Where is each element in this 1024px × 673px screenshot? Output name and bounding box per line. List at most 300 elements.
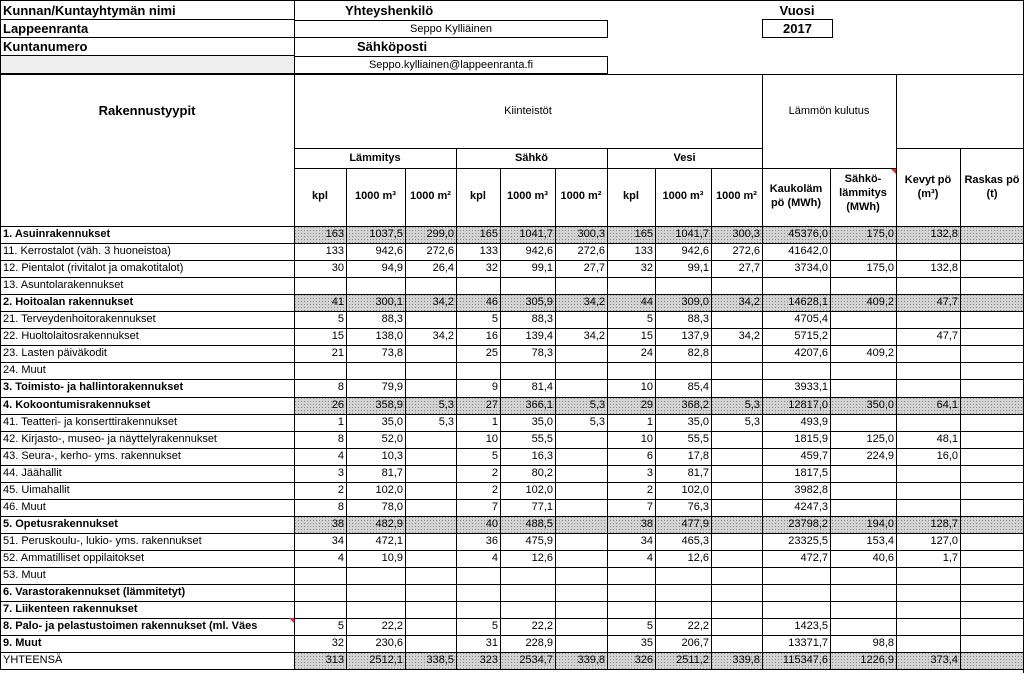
grid-line	[0, 37, 294, 38]
table-cell[interactable]: 48,1	[936, 433, 958, 445]
table-cell[interactable]: 326	[634, 654, 653, 666]
grid-line	[607, 148, 608, 226]
table-cell[interactable]: 26,4	[432, 262, 454, 274]
row-line	[0, 294, 1024, 295]
row-label[interactable]: 21. Terveydenhoitorakennukset	[3, 313, 156, 325]
subheader-m2: 1000 m²	[410, 190, 451, 202]
row-label[interactable]: 52. Ammatilliset oppilaitokset	[3, 552, 145, 564]
table-cell[interactable]: 5,3	[744, 399, 760, 411]
table-cell[interactable]: 34	[331, 535, 344, 547]
table-cell[interactable]: 21	[331, 347, 344, 359]
table-cell[interactable]: 77,1	[531, 501, 553, 513]
year-field[interactable]	[762, 19, 833, 38]
table-cell[interactable]: 12,6	[531, 552, 553, 564]
table-cell[interactable]: 942,6	[525, 245, 553, 257]
table-cell[interactable]: 73,8	[381, 347, 403, 359]
table-cell[interactable]: 27,7	[583, 262, 605, 274]
table-cell[interactable]: 47,7	[936, 330, 958, 342]
table-cell[interactable]: 1226,9	[860, 654, 894, 666]
subheader-m2: 1000 m²	[716, 190, 757, 202]
table-cell[interactable]: 99,1	[531, 262, 553, 274]
table-cell[interactable]: 366,1	[525, 399, 553, 411]
table-cell[interactable]: 165	[634, 228, 653, 240]
table-cell[interactable]: 206,7	[681, 637, 709, 649]
table-cell[interactable]: 16,0	[936, 450, 958, 462]
building-types-header: Rakennustyypit	[98, 103, 196, 118]
top-border	[0, 0, 1024, 1]
table-cell[interactable]: 2	[491, 467, 498, 479]
table-cell[interactable]: 475,9	[525, 535, 553, 547]
table-cell[interactable]: 482,9	[375, 518, 403, 530]
table-cell[interactable]: 488,5	[525, 518, 553, 530]
grid-line	[960, 148, 961, 226]
table-cell[interactable]: 1	[337, 416, 344, 428]
table-cell[interactable]: 15	[640, 330, 653, 342]
table-cell[interactable]: 313	[325, 654, 344, 666]
row-label[interactable]: 11. Kerrostalot (väh. 3 huoneistoa)	[3, 245, 171, 257]
table-cell[interactable]: 23798,2	[788, 518, 828, 530]
row-label[interactable]: 22. Huoltolaitosrakennukset	[3, 330, 139, 342]
table-cell[interactable]: 299,0	[426, 228, 454, 240]
row-line	[0, 669, 1024, 670]
subheader-kpl: kpl	[312, 190, 328, 202]
table-cell[interactable]: 47,7	[936, 296, 958, 308]
row-label[interactable]: 8. Palo- ja pelastustoimen rakennukset (ml. Väes	[3, 620, 258, 632]
table-cell[interactable]: 165	[479, 228, 498, 240]
table-cell[interactable]: 133	[634, 245, 653, 257]
year-value: 2017	[783, 21, 812, 36]
table-cell[interactable]: 88,3	[381, 313, 403, 325]
table-cell[interactable]: 138,0	[375, 330, 403, 342]
contact-label: Yhteyshenkilö	[345, 3, 434, 18]
header-divider	[294, 0, 295, 226]
table-cell[interactable]: 3	[337, 467, 344, 479]
table-cell[interactable]: 34,2	[583, 330, 605, 342]
table-cell[interactable]: 8	[337, 501, 344, 513]
table-cell[interactable]: 85,4	[687, 381, 709, 393]
table-cell[interactable]: 5	[491, 450, 498, 462]
subheader-electric-heat: Sähkö-lämmitys (MWh)	[839, 173, 887, 213]
table-cell[interactable]: 5	[337, 620, 344, 632]
table-cell[interactable]: 64,1	[936, 399, 958, 411]
table-cell[interactable]: 22,2	[531, 620, 553, 632]
table-cell[interactable]: 44	[640, 296, 653, 308]
row-label[interactable]: 23. Lasten päiväkodit	[3, 347, 107, 359]
table-cell[interactable]: 76,3	[687, 501, 709, 513]
table-cell[interactable]: 1037,5	[369, 228, 403, 240]
contact-value: Seppo Kylliäinen	[410, 23, 492, 35]
column-line	[762, 226, 763, 670]
grid-line	[456, 148, 457, 226]
table-cell[interactable]: 32	[485, 262, 498, 274]
table-cell[interactable]: 10,9	[381, 552, 403, 564]
row-label[interactable]: 44. Jäähallit	[3, 467, 62, 479]
table-cell[interactable]: 30	[331, 262, 344, 274]
table-cell[interactable]: 339,8	[577, 654, 605, 666]
table-cell[interactable]: 80,2	[531, 467, 553, 479]
table-cell[interactable]: 350,0	[866, 399, 894, 411]
table-cell[interactable]: 368,2	[681, 399, 709, 411]
row-line	[0, 567, 1024, 568]
subheader-m2: 1000 m²	[560, 190, 602, 202]
table-cell[interactable]: 6	[646, 450, 653, 462]
table-cell[interactable]: 25	[485, 347, 498, 359]
table-cell[interactable]: 29	[640, 399, 653, 411]
table-cell[interactable]: 133	[479, 245, 498, 257]
row-line	[0, 601, 1024, 602]
table-cell[interactable]: 88,3	[531, 313, 553, 325]
subheader-light-fuel: Kevyt pö (m³)	[904, 174, 952, 200]
row-line	[0, 652, 1024, 653]
row-label[interactable]: 2. Hoitoalan rakennukset	[3, 296, 134, 308]
table-cell[interactable]: 5	[491, 620, 498, 632]
table-cell[interactable]: 115347,6	[782, 654, 828, 666]
table-cell[interactable]: 8	[337, 433, 344, 445]
row-line	[0, 448, 1024, 449]
year-label: Vuosi	[779, 3, 815, 18]
row-label[interactable]: 4. Kokoontumisrakennukset	[3, 399, 151, 411]
table-cell[interactable]: 358,9	[375, 399, 403, 411]
table-cell[interactable]: 224,9	[866, 450, 894, 462]
column-line	[960, 226, 961, 670]
email-field[interactable]	[294, 56, 608, 74]
row-label[interactable]: 6. Varastorakennukset (lämmitetyt)	[3, 586, 186, 598]
heat-consumption-header: Lämmön kulutus	[788, 105, 870, 117]
row-label[interactable]: 43. Seura-, kerho- yms. rakennukset	[3, 450, 181, 462]
subheader-heavy-fuel: Raskas pö (t)	[964, 174, 1020, 200]
table-cell[interactable]: 102,0	[375, 484, 403, 496]
row-line	[0, 379, 1024, 380]
column-line	[711, 226, 712, 670]
table-cell[interactable]: 35,0	[687, 416, 709, 428]
row-line	[0, 414, 1024, 415]
table-cell[interactable]: 472,1	[375, 535, 403, 547]
table-cell[interactable]: 10	[640, 381, 653, 393]
row-line	[0, 311, 1024, 312]
table-cell[interactable]: 2	[491, 484, 498, 496]
table-cell[interactable]: 4247,3	[794, 501, 828, 513]
table-cell[interactable]: 7	[491, 501, 498, 513]
table-cell[interactable]: 2	[646, 484, 653, 496]
table-cell[interactable]: 4	[337, 552, 344, 564]
grid-line	[830, 168, 831, 226]
table-cell[interactable]: 5715,2	[794, 330, 828, 342]
table-cell[interactable]: 1817,5	[794, 467, 828, 479]
table-cell[interactable]: 4	[491, 552, 498, 564]
table-cell[interactable]: 38	[640, 518, 653, 530]
column-line	[655, 226, 656, 670]
table-cell[interactable]: 5	[491, 313, 498, 325]
table-cell[interactable]: 15	[331, 330, 344, 342]
table-cell[interactable]: 5,3	[438, 399, 454, 411]
table-cell[interactable]: 3933,1	[794, 381, 828, 393]
row-label[interactable]: 45. Uimahallit	[3, 484, 70, 496]
table-cell[interactable]: 2512,1	[369, 654, 403, 666]
header-bottom	[0, 74, 1024, 75]
table-cell[interactable]: 7	[646, 501, 653, 513]
table-cell[interactable]: 175,0	[866, 228, 894, 240]
table-cell[interactable]: 323	[479, 654, 498, 666]
table-cell[interactable]: 26	[331, 399, 344, 411]
table-cell[interactable]: 1	[646, 416, 653, 428]
table-cell[interactable]: 3	[646, 467, 653, 479]
row-line	[0, 431, 1024, 432]
table-cell[interactable]: 339,8	[732, 654, 760, 666]
table-cell[interactable]: 13371,7	[788, 637, 828, 649]
subheader-district-heat: Kaukoläm pö (MWh)	[769, 183, 823, 209]
table-cell[interactable]: 40,6	[872, 552, 894, 564]
row-line	[0, 397, 1024, 398]
table-cell[interactable]: 153,4	[866, 535, 894, 547]
table-cell[interactable]: 52,0	[381, 433, 403, 445]
table-cell[interactable]: 1815,9	[794, 433, 828, 445]
contact-field[interactable]	[294, 20, 608, 38]
row-line	[0, 345, 1024, 346]
table-cell[interactable]: 40	[485, 518, 498, 530]
table-cell[interactable]: 5,3	[589, 399, 605, 411]
row-label[interactable]: 24. Muut	[3, 364, 46, 376]
table-cell[interactable]: 16,3	[531, 450, 553, 462]
table-cell[interactable]: 41	[331, 296, 344, 308]
table-cell[interactable]: 465,3	[681, 535, 709, 547]
table-cell[interactable]: 41642,0	[788, 245, 828, 257]
table-cell[interactable]: 23325,5	[788, 535, 828, 547]
table-cell[interactable]: 99,1	[687, 262, 709, 274]
table-cell[interactable]: 38	[331, 518, 344, 530]
grid-line	[405, 168, 406, 226]
row-line	[0, 482, 1024, 483]
table-cell[interactable]: 272,6	[577, 245, 605, 257]
table-cell[interactable]: 14628,1	[788, 296, 828, 308]
table-cell[interactable]: 46	[485, 296, 498, 308]
table-cell[interactable]: 3734,0	[794, 262, 828, 274]
table-cell[interactable]: 477,9	[681, 518, 709, 530]
row-label[interactable]: 5. Opetusrakennukset	[3, 518, 118, 530]
table-cell[interactable]: 5,3	[744, 416, 760, 428]
table-cell[interactable]: 22,2	[687, 620, 709, 632]
heating-group-header: Lämmitys	[349, 152, 401, 164]
table-cell[interactable]: 12817,0	[788, 399, 828, 411]
table-cell[interactable]: 94,9	[381, 262, 403, 274]
table-cell[interactable]: 34,2	[738, 296, 760, 308]
column-line	[456, 226, 457, 670]
table-cell[interactable]: 78,3	[531, 347, 553, 359]
row-line	[0, 243, 1024, 244]
table-cell[interactable]: 31	[485, 637, 498, 649]
row-label[interactable]: 13. Asuntolarakennukset	[3, 279, 124, 291]
table-cell[interactable]: 55,5	[687, 433, 709, 445]
table-cell[interactable]: 272,6	[732, 245, 760, 257]
table-cell[interactable]: 81,7	[381, 467, 403, 479]
table-cell[interactable]: 1041,7	[675, 228, 709, 240]
table-cell[interactable]: 300,1	[375, 296, 403, 308]
table-cell[interactable]: 300,3	[577, 228, 605, 240]
row-label[interactable]: 41. Teatteri- ja konserttirakennukset	[3, 416, 178, 428]
row-line	[0, 328, 1024, 329]
table-cell[interactable]: 34	[640, 535, 653, 547]
table-cell[interactable]: 163	[325, 228, 344, 240]
comment-indicator-icon[interactable]	[289, 618, 294, 623]
table-cell[interactable]: 309,0	[681, 296, 709, 308]
table-cell[interactable]: 1,7	[942, 552, 958, 564]
table-cell[interactable]: 125,0	[866, 433, 894, 445]
table-cell[interactable]: 1423,5	[794, 620, 828, 632]
table-cell[interactable]: 942,6	[681, 245, 709, 257]
table-cell[interactable]: 55,5	[531, 433, 553, 445]
row-label[interactable]: 1. Asuinrakennukset	[3, 228, 111, 240]
grid-line	[294, 148, 762, 149]
grid-line	[896, 74, 897, 226]
table-cell[interactable]: 2534,7	[519, 654, 553, 666]
table-cell[interactable]: 34,2	[738, 330, 760, 342]
column-line	[607, 226, 608, 670]
row-label[interactable]: YHTEENSÄ	[3, 654, 63, 666]
row-label[interactable]: 51. Peruskoulu-, lukio- yms. rakennukset	[3, 535, 202, 547]
table-cell[interactable]: 300,3	[732, 228, 760, 240]
row-line	[0, 226, 1024, 227]
grid-line	[711, 168, 712, 226]
grid-line	[555, 168, 556, 226]
number-input-cell[interactable]	[1, 56, 294, 73]
table-cell[interactable]: 10,3	[381, 450, 403, 462]
table-cell[interactable]: 942,6	[375, 245, 403, 257]
row-label[interactable]: 7. Liikenteen rakennukset	[3, 603, 138, 615]
table-cell[interactable]: 373,4	[930, 654, 958, 666]
table-cell[interactable]: 102,0	[681, 484, 709, 496]
row-label[interactable]: 42. Kirjasto-, museo- ja näyttelyrakennukset	[3, 433, 217, 445]
table-cell[interactable]: 98,8	[872, 637, 894, 649]
row-label[interactable]: 9. Muut	[3, 637, 42, 649]
table-cell[interactable]: 10	[640, 433, 653, 445]
table-cell[interactable]: 459,7	[800, 450, 828, 462]
table-cell[interactable]: 27,7	[738, 262, 760, 274]
left-border	[0, 0, 1, 670]
table-cell[interactable]: 88,3	[687, 313, 709, 325]
table-cell[interactable]: 5	[646, 313, 653, 325]
grid-line	[500, 168, 501, 226]
subheader-m3: 1000 m³	[662, 190, 704, 202]
table-cell[interactable]: 5	[337, 313, 344, 325]
email-value: Seppo.kylliainen@lappeenranta.fi	[368, 59, 534, 71]
column-line	[346, 226, 347, 670]
column-line	[555, 226, 556, 670]
table-cell[interactable]: 409,2	[866, 296, 894, 308]
table-cell[interactable]: 2	[337, 484, 344, 496]
table-cell[interactable]: 4	[337, 450, 344, 462]
table-cell[interactable]: 34,2	[432, 330, 454, 342]
row-line	[0, 465, 1024, 466]
table-cell[interactable]: 4207,6	[794, 347, 828, 359]
row-label[interactable]: 12. Pientalot (rivitalot ja omakotitalot)	[3, 262, 184, 274]
table-cell[interactable]: 137,9	[681, 330, 709, 342]
table-cell[interactable]: 175,0	[866, 262, 894, 274]
table-cell[interactable]: 27	[485, 399, 498, 411]
table-cell[interactable]: 34,2	[432, 296, 454, 308]
table-cell[interactable]: 35	[640, 637, 653, 649]
row-label[interactable]: 46. Muut	[3, 501, 46, 513]
table-cell[interactable]: 139,4	[525, 330, 553, 342]
table-cell[interactable]: 10	[485, 433, 498, 445]
table-cell[interactable]: 194,0	[866, 518, 894, 530]
table-cell[interactable]: 1	[491, 416, 498, 428]
grid-line	[762, 74, 763, 226]
table-cell[interactable]: 81,7	[687, 467, 709, 479]
table-cell[interactable]: 228,9	[525, 637, 553, 649]
comment-indicator-icon[interactable]	[891, 169, 896, 174]
table-cell[interactable]: 81,4	[531, 381, 553, 393]
table-cell[interactable]: 34,2	[583, 296, 605, 308]
table-cell[interactable]: 9	[491, 381, 498, 393]
table-cell[interactable]: 32	[640, 262, 653, 274]
table-cell[interactable]: 5,3	[589, 416, 605, 428]
row-line	[0, 277, 1024, 278]
row-line	[0, 635, 1024, 636]
email-label: Sähköposti	[357, 39, 428, 54]
row-line	[0, 516, 1024, 517]
table-cell[interactable]: 24	[640, 347, 653, 359]
table-cell[interactable]: 78,0	[381, 501, 403, 513]
table-cell[interactable]: 133	[325, 245, 344, 257]
table-cell[interactable]: 132,8	[930, 228, 958, 240]
table-cell[interactable]: 16	[485, 330, 498, 342]
grid-line	[655, 168, 656, 226]
row-label[interactable]: 3. Toimisto- ja hallintorakennukset	[3, 381, 184, 393]
grid-line	[0, 55, 294, 56]
table-cell[interactable]: 2511,2	[676, 654, 709, 666]
table-cell[interactable]: 8	[337, 381, 344, 393]
table-cell[interactable]: 5,3	[438, 416, 454, 428]
grid-line	[896, 148, 1024, 149]
table-cell[interactable]: 3982,8	[794, 484, 828, 496]
table-cell[interactable]: 4	[646, 552, 653, 564]
electricity-group-header: Sähkö	[514, 152, 548, 164]
table-cell[interactable]: 82,8	[687, 347, 709, 359]
table-cell[interactable]: 79,9	[381, 381, 403, 393]
column-line	[500, 226, 501, 670]
table-cell[interactable]: 338,5	[426, 654, 454, 666]
table-cell[interactable]: 409,2	[866, 347, 894, 359]
table-cell[interactable]: 1041,7	[519, 228, 553, 240]
table-cell[interactable]: 35,0	[381, 416, 403, 428]
table-cell[interactable]: 132,8	[930, 262, 958, 274]
table-cell[interactable]: 305,9	[525, 296, 553, 308]
table-cell[interactable]: 45376,0	[788, 228, 828, 240]
table-cell[interactable]: 472,7	[800, 552, 828, 564]
table-cell[interactable]: 128,7	[930, 518, 958, 530]
grid-line	[294, 168, 896, 169]
row-line	[0, 533, 1024, 534]
row-label[interactable]: 53. Muut	[3, 569, 46, 581]
table-cell[interactable]: 36	[485, 535, 498, 547]
subheader-kpl: kpl	[623, 190, 639, 202]
table-cell[interactable]: 272,6	[426, 245, 454, 257]
municipality-value[interactable]: Lappeenranta	[3, 21, 89, 36]
table-cell[interactable]: 35,0	[531, 416, 553, 428]
row-line	[0, 362, 1024, 363]
table-cell[interactable]: 230,6	[375, 637, 403, 649]
subheader-m3: 1000 m³	[355, 190, 396, 202]
table-cell[interactable]: 12,6	[687, 552, 709, 564]
table-cell[interactable]: 493,9	[800, 416, 828, 428]
table-cell[interactable]: 22,2	[381, 620, 403, 632]
table-cell[interactable]: 102,0	[525, 484, 553, 496]
table-cell[interactable]: 127,0	[930, 535, 958, 547]
table-cell[interactable]: 5	[646, 620, 653, 632]
column-line	[896, 226, 897, 670]
table-cell[interactable]: 17,8	[687, 450, 709, 462]
table-cell[interactable]: 4705,4	[794, 313, 828, 325]
table-cell[interactable]: 32	[331, 637, 344, 649]
